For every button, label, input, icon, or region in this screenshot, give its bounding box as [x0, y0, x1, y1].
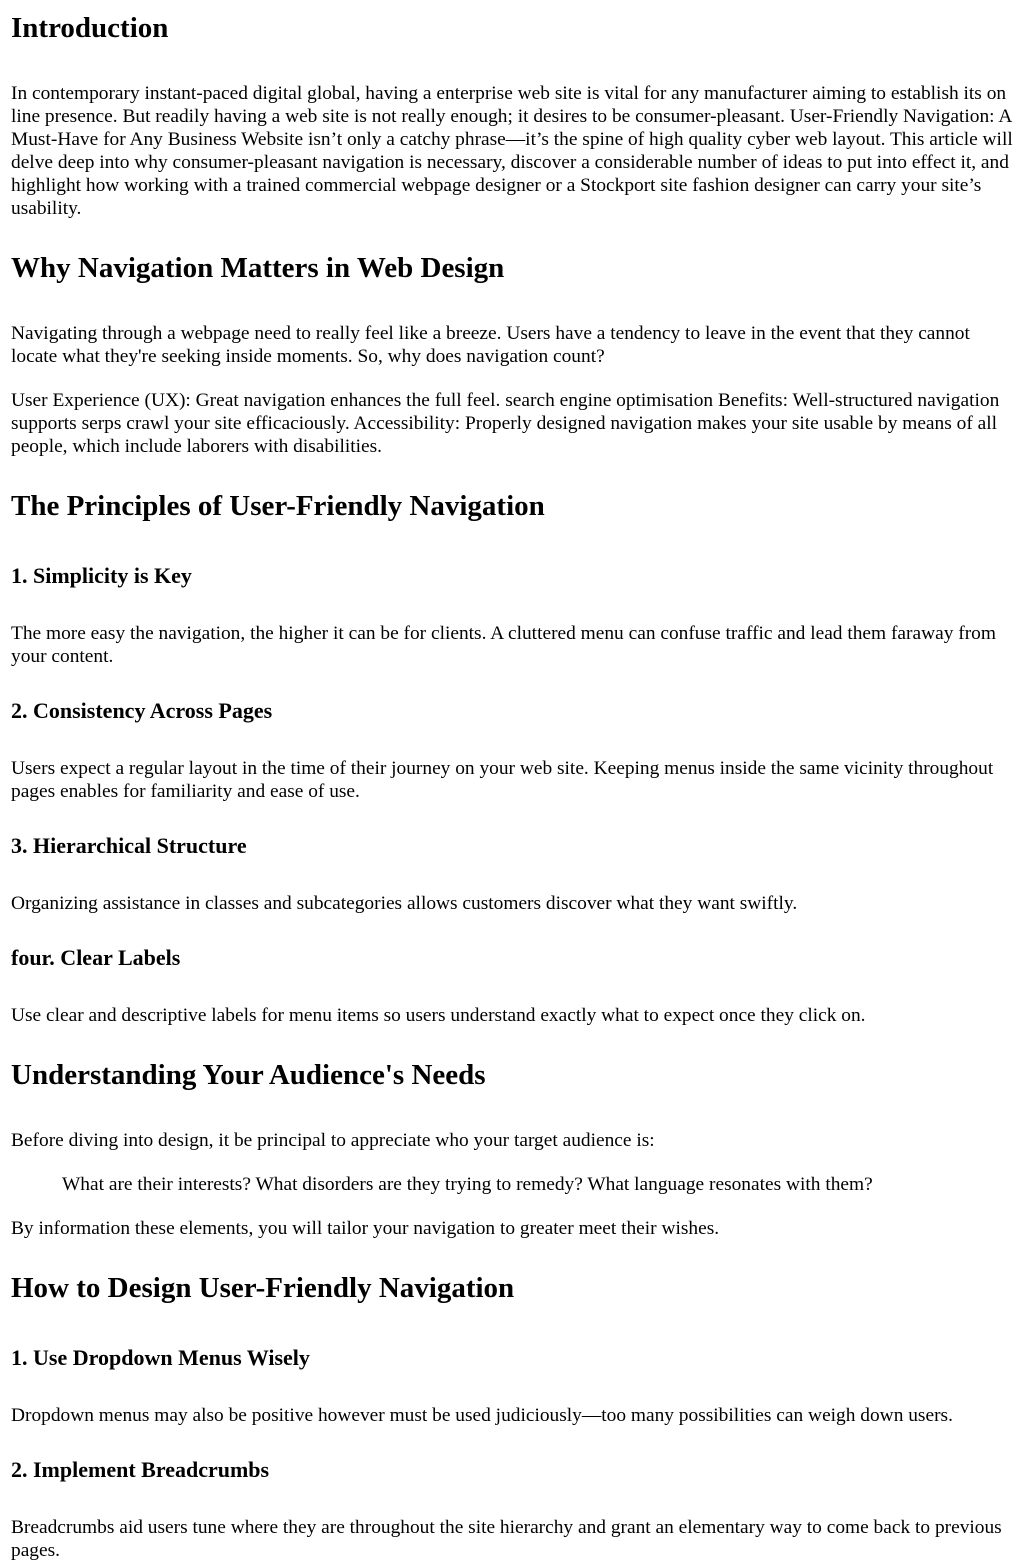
principle-4-text: Use clear and descriptive labels for menu items so users understand exactly what to expect once they click on. [11, 1005, 866, 1026]
audience-paragraph-1: Before diving into design, it be principal to appreciate who your target audience is: [11, 1130, 655, 1151]
design-heading: How to Design User-Friendly Navigation [11, 1272, 515, 1304]
principle-4-heading: four. Clear Labels [11, 945, 181, 970]
why-paragraph-1: Navigating through a webpage need to really feel like a breeze. Users have a tendency to leave in the event that they cannot locate what they're seeking inside moments. So, why does navigation count? [11, 323, 970, 367]
audience-quote: What are their interests? What disorders are they trying to remedy? What language resonates with them? [62, 1174, 873, 1195]
why-paragraph-2: User Experience (UX): Great navigation enhances the full feel. search engine optimisation Benefits: Well-structured navigation supports serps crawl your site efficaciously. Accessibility: Properly designed navigation makes your site usable by means of all people, which include laborers with disabilities. [11, 390, 1000, 457]
design-1-heading: 1. Use Dropdown Menus Wisely [11, 1345, 310, 1370]
principles-heading: The Principles of User-Friendly Navigation [11, 490, 545, 522]
principle-2-text: Users expect a regular layout in the time of their journey on your web site. Keeping menus inside the same vicinity throughout pages enables for familiarity and ease of use. [11, 758, 994, 802]
design-2-text: Breadcrumbs aid users tune where they are throughout the site hierarchy and grant an elementary way to come back to previous pages. [11, 1517, 1002, 1561]
principle-3-heading: 3. Hierarchical Structure [11, 833, 247, 858]
audience-heading: Understanding Your Audience's Needs [11, 1059, 486, 1091]
design-2-heading: 2. Implement Breadcrumbs [11, 1457, 270, 1482]
intro-paragraph: In contemporary instant-paced digital global, having a enterprise web site is vital for any manufacturer aiming to establish its on line presence. But readily having a web site is not really enough; it desires to be consumer-pleasant. User-Friendly Navigation: A Must-Have for Any Business Website isn’t only a catchy phrase—it’s the spine of high quality cyber web layout. This article will delve deep into why consumer-pleasant navigation is necessary, discover a considerable number of ideas to put into effect it, and highlight how working with a trained commercial webpage designer or a Stockport site fashion designer can carry your site’s usability. [11, 83, 1013, 219]
audience-paragraph-2: By information these elements, you will tailor your navigation to greater meet their wishes. [11, 1218, 720, 1239]
principle-3-text: Organizing assistance in classes and subcategories allows customers discover what they want swiftly. [11, 893, 798, 914]
principle-1-text: The more easy the navigation, the higher it can be for clients. A cluttered menu can confuse traffic and lead them faraway from your content. [11, 623, 996, 667]
principle-1-heading: 1. Simplicity is Key [11, 563, 192, 588]
design-1-text: Dropdown menus may also be positive however must be used judiciously—too many possibilities can weigh down users. [11, 1405, 953, 1426]
intro-heading: Introduction [11, 12, 169, 44]
why-heading: Why Navigation Matters in Web Design [11, 252, 505, 284]
principle-2-heading: 2. Consistency Across Pages [11, 698, 273, 723]
